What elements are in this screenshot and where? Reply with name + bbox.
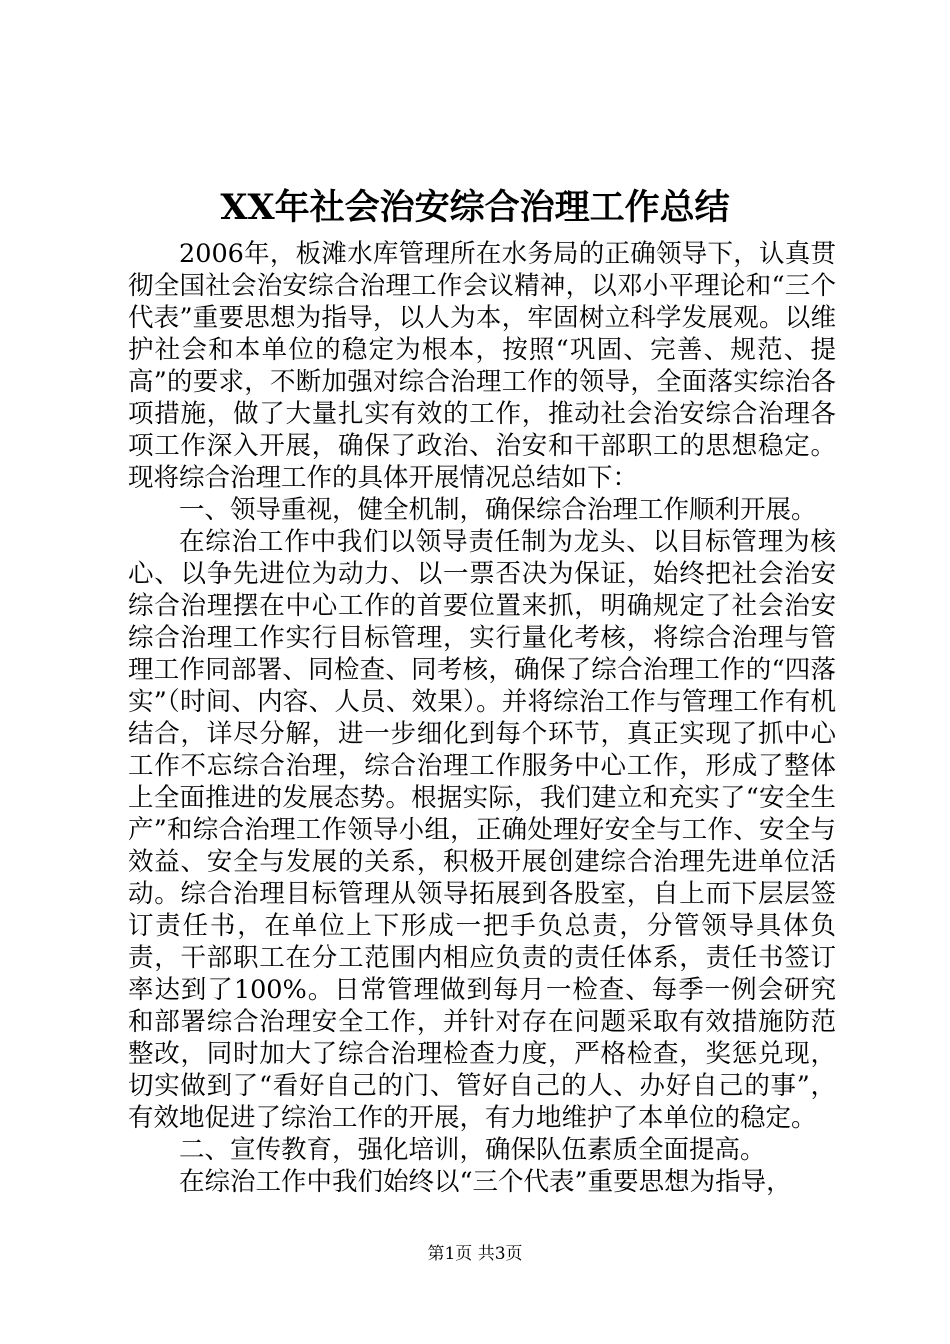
document-body bbox=[128, 238, 836, 1198]
paragraph-section-1: 在综治工作中我们以领导责任制为龙头、以目标管理为核心、以争先进位为动力、以一票否决为保证，始终把社会治安综合治理摆在中心工作的首要位置来抓，明确规定了社会治安综合治理工作实行目标管理，实行量化考核，将综合治理与管理工作同部署、同检查、同考核，确保了综合治理工作的“四落实”（时间、内容、人员、效果）。并将综治工作与管理工作有机结合，详尽分解，进一步细化到每个环节，真正实现了抓中心工作不忘综合治理，综合治理工作服务中心工作，形成了整体上全面推进的发展态势。根据实际，我们建立和充实了“安全生产”和综合治理工作领导小组，正确处理好安全与工作、安全与效益、安全与发展的关系，积极开展创建综合治理先进单位活动。综合治理目标管理从领导拓展到各股室，自上而下层层签订责任书，在单位上下形成一把手负总责，分管领导具体负责，干部职工在分工范围内相应负责的责任体系，责任书签订率达到了100%。日常管理做到每月一检查、每季一例会研究和部署综合治理安全工作，并针对存在问题采取有效措施防范整改，同时加大了综合治理检查力度，严格检查，奖惩兑现，切实做到了“看好自己的门、管好自己的人、办好自己的事”，有效地促进了综治工作的开展，有力地维护了本单位的稳定。 bbox=[128, 527, 836, 1133]
section-heading-1: 一、领导重视，健全机制，确保综合治理工作顺利开展。 bbox=[179, 495, 817, 525]
page-indicator: 第1页 共3页 bbox=[427, 1244, 523, 1264]
page-footer bbox=[0, 1242, 950, 1266]
document-title: XX年社会治安综合治理工作总结 bbox=[220, 187, 730, 228]
paragraph-intro: 2006年，板滩水库管理所在水务局的正确领导下，认真贯彻全国社会治安综合治理工作会议精神，以邓小平理论和“三个代表”重要思想为指导，以人为本，牢固树立科学发展观。以维护社会和本单位的稳定为根本，按照“巩固、完善、规范、提高”的要求，不断加强对综合治理工作的领导，全面落实综治各项措施，做了大量扎实有效的工作，推动社会治安综合治理各项工作深入开展，确保了政治、治安和干部职工的思想稳定。现将综合治理工作的具体开展情况总结如下： bbox=[128, 239, 836, 493]
paragraph-section-2: 在综治工作中我们始终以“三个代表”重要思想为指导， bbox=[179, 1167, 792, 1197]
section-heading-2: 二、宣传教育，强化培训，确保队伍素质全面提高。 bbox=[179, 1135, 766, 1165]
